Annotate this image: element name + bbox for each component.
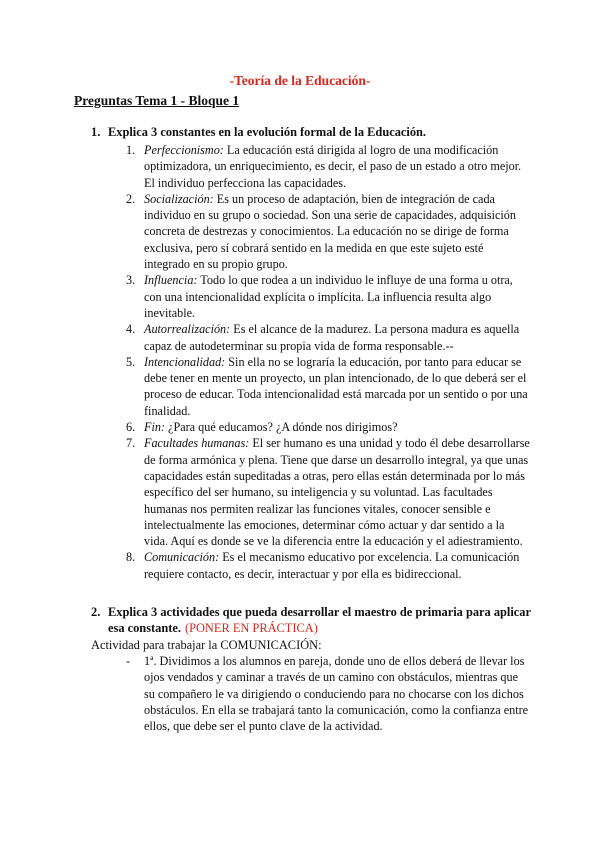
question-1	[91, 124, 531, 140]
item-term: Comunicación:	[144, 550, 220, 565]
document-title: -Teoría de la Educación-	[229, 73, 371, 88]
list-item	[116, 191, 531, 272]
item-text: Es el mecanismo educativo por excelencia. La comunicación requiere contacto, es decir, interactuar y por ella es bidireccional.	[144, 550, 520, 581]
question-2-number: 2.	[91, 605, 101, 619]
activity-item	[116, 653, 531, 734]
item-term: Influencia:	[144, 273, 198, 288]
question-1-text: Explica 3 constantes en la evolución formal de la Educación.	[108, 125, 427, 139]
list-item	[116, 435, 531, 549]
item-term: Fin:	[144, 420, 165, 435]
item-text: ¿Para qué educamos? ¿A dónde nos dirigimos?	[164, 420, 398, 435]
item-number: 3.	[126, 273, 136, 288]
question-2-text	[108, 604, 531, 636]
practice-note: (PONER EN PRÁCTICA)	[184, 621, 318, 635]
constants-list	[116, 142, 531, 582]
item-term: Facultades humanas:	[144, 436, 250, 451]
item-number: 5.	[126, 354, 136, 369]
item-text: Todo lo que rodea a un individuo le influye de una forma u otra, con una intencionalidad explícita o implícita. La influencia resulta algo inevitable.	[144, 273, 513, 320]
activity-text: 1ª. Dividimos a los alumnos en pareja, donde uno de ellos deberá de llevar los ojos vendados y caminar a través de un camino con obstáculos, mientras que su compañero le va dirigiendo o conduciendo para no chocarse con los dichos obstáculos. En ella se trabajará tanto la comunicación, como la confianza entre ellos, que debe ser el punto clave de la actividad.	[144, 654, 529, 734]
item-number: 6.	[126, 420, 136, 435]
question-2	[91, 604, 531, 636]
item-text: Es el alcance de la madurez. La persona madura es aquella capaz de autodeterminar su propia vida de forma responsable.--	[144, 322, 520, 353]
item-text: Sin ella no se lograría la educación, por tanto para educar se debe tener en mente un proyecto, un plan intencionado, de lo que deberá ser el proceso de educar. Toda intencionalidad está marcada por un sentido o por una finalidad.	[144, 354, 528, 418]
item-text: La educación está dirigida al logro de una modificación optimizadora, un enriquecimiento, es decir, el paso de un estado a otro mejor. El individuo perfecciona las capacidades.	[144, 143, 522, 190]
item-term: Perfeccionismo:	[144, 143, 224, 157]
item-number: 1.	[126, 143, 136, 157]
list-item	[116, 419, 531, 435]
document-subtitle: Preguntas Tema 1 - Bloque 1	[74, 93, 240, 108]
item-number: 4.	[126, 322, 136, 337]
item-term: Autorrealización:	[144, 322, 231, 337]
item-term: Intencionalidad:	[144, 354, 226, 369]
item-text: El ser humano es una unidad y todo él debe desarrollarse de forma armónica y plena. Tiene que darse un desarrollo integral, ya que unas capacidades están supeditadas a otras, pero ellas están determinada por lo más específico del ser humano, su inteligencia y su voluntad. Las facultades humanas nos permiten realizar las funciones vitales, conocer sensible e intelectualmente las emociones, determinar cómo actuar y dar sentido a la vida. Aquí es donde se ve la diferencia entre la educación y el adiestramiento.	[144, 436, 530, 549]
activity-label: Actividad para trabajar la COMUNICACIÓN:	[91, 638, 322, 652]
item-number: 7.	[126, 436, 136, 451]
list-item	[116, 272, 531, 321]
item-term: Socialización:	[144, 191, 214, 206]
item-number: 2.	[126, 191, 136, 206]
question-2-body: Explica 3 actividades que pueda desarrollar el maestro de primaria para aplicar esa constante.	[108, 605, 531, 635]
list-item	[116, 142, 531, 191]
list-item	[116, 354, 531, 419]
item-text: Es un proceso de adaptación, bien de integración de cada individuo en su grupo o sociedad. Son una serie de capacidades, adquisición concreta de destrezas y conocimientos. La educación no se dirige de forma exclusiva, pero sí cobrará sentido en la medida en que este sujeto esté integrado en su propio grupo.	[144, 191, 516, 272]
question-1-number: 1.	[91, 125, 101, 139]
item-number: 8.	[126, 550, 136, 565]
bullet-dash: -	[126, 654, 131, 668]
list-item	[116, 549, 531, 582]
list-item	[116, 321, 531, 354]
